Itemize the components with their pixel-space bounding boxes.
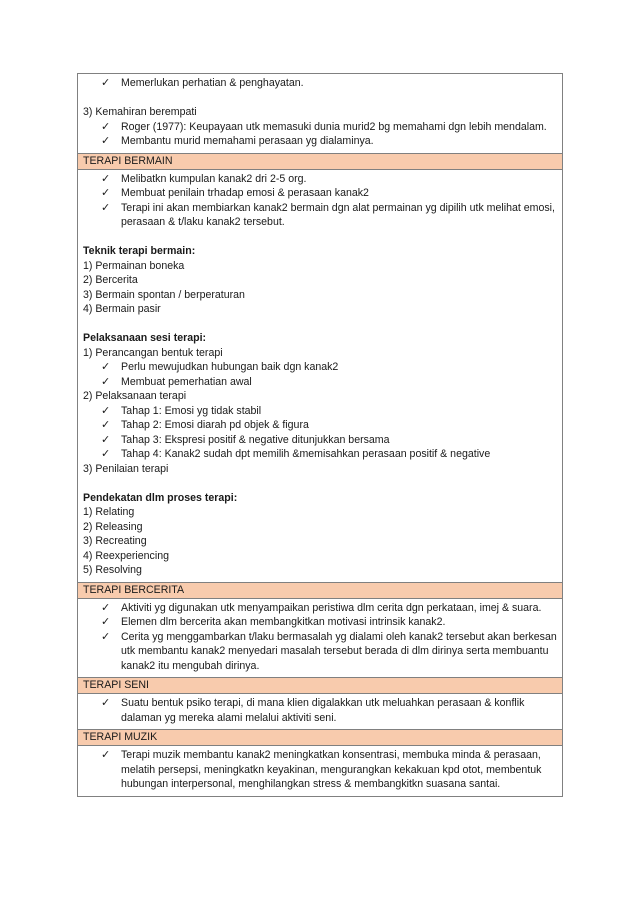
checklist-text: Membuat pemerhatian awal: [121, 375, 252, 388]
text-line: 3) Kemahiran berempati: [83, 106, 197, 118]
checklist-text: Elemen dlm bercerita akan membangkitkan motivasi intrinsik kanak2.: [121, 616, 446, 628]
checklist-item: [83, 748, 558, 792]
section-header: TERAPI MUZIK: [78, 730, 562, 746]
checklist-text: Melibatkn kumpulan kanak2 dri 2-5 org.: [121, 172, 307, 185]
checklist-text: Tahap 4: Kanak2 sudah dpt memilih &memisahkan perasaan positif & negative: [121, 448, 491, 460]
section-body: [78, 746, 562, 796]
checklist-text: Membuat penilain trhadap emosi & perasaan kanak2: [121, 187, 369, 199]
checklist-text: Terapi muzik membantu kanak2 meningkatkan konsentrasi, membuka minda & perasaan, melatih persepsi, meningkatkn keyakinan, mengurangkan kekakuan kpd otot, membentuk hubungan interpersonal, menghilangkan stress & membangkitkn suasana santai.: [121, 749, 542, 790]
section-body: [78, 694, 562, 729]
checklist-item: [83, 630, 558, 674]
section-body: [78, 74, 562, 153]
checkmark-icon: ✓: [101, 419, 111, 431]
checkmark-icon: ✓: [101, 135, 111, 147]
checklist-item: [83, 696, 558, 725]
text-line: 1) Relating: [83, 506, 135, 518]
text-line: 2) Releasing: [83, 520, 143, 533]
checklist-text: Perlu mewujudkan hubungan baik dgn kanak2: [121, 361, 339, 373]
checkmark-icon: ✓: [101, 120, 111, 133]
section-4: [78, 729, 562, 796]
checkmark-icon: ✓: [101, 201, 111, 214]
section-0: [78, 74, 562, 153]
text-line: 1) Perancangan bentuk terapi: [83, 346, 223, 359]
checklist-item: [83, 186, 558, 201]
blank-line: [83, 230, 558, 245]
checklist-item: [83, 172, 558, 187]
section-header: TERAPI BERMAIN: [78, 154, 562, 170]
section-body: [78, 599, 562, 678]
blank-line: [83, 476, 558, 491]
checklist-item: [83, 601, 558, 616]
checkmark-icon: ✓: [101, 616, 111, 628]
text-line: 3) Penilaian terapi: [83, 462, 169, 475]
checklist-item: [83, 76, 558, 91]
text-line: 2) Pelaksanaan terapi: [83, 390, 187, 402]
checklist-item: [83, 134, 558, 149]
section-body: [78, 170, 562, 582]
checklist-item: [83, 447, 558, 462]
subheading: Teknik terapi bermain:: [83, 245, 196, 257]
checkmark-icon: ✓: [101, 361, 111, 373]
checklist-item: [83, 615, 558, 630]
section-header: TERAPI BERCERITA: [78, 583, 562, 599]
checkmark-icon: ✓: [101, 749, 111, 761]
blank-line: [83, 91, 558, 106]
checklist-text: Memerlukan perhatian & penghayatan.: [121, 77, 304, 89]
checkmark-icon: ✓: [101, 404, 111, 417]
section-2: [78, 582, 562, 678]
checklist-text: Tahap 2: Emosi diarah pd objek & figura: [121, 419, 309, 431]
text-line: 4) Reexperiencing: [83, 549, 169, 562]
section-3: [78, 677, 562, 729]
blank-line: [83, 317, 558, 332]
checklist-item: [83, 201, 558, 230]
text-line: 4) Bermain pasir: [83, 303, 161, 315]
checkmark-icon: ✓: [101, 77, 111, 89]
subheading: Pendekatan dlm proses terapi:: [83, 491, 238, 504]
checklist-item: [83, 375, 558, 390]
checklist-item: [83, 120, 558, 135]
checklist-item: [83, 418, 558, 433]
checkmark-icon: ✓: [101, 697, 111, 709]
checkmark-icon: ✓: [101, 448, 111, 460]
text-line: 3) Recreating: [83, 535, 147, 547]
checklist-text: Suatu bentuk psiko terapi, di mana klien digalakkan utk meluahkan perasaan & konflik dalaman yg mereka alami melalui aktiviti seni.: [121, 697, 525, 724]
checklist-text: Terapi ini akan membiarkan kanak2 bermain dgn alat permainan yg dipilih utk melihat emosi, perasaan & t/laku kanak2 tersebut.: [121, 201, 555, 228]
text-line: 3) Bermain spontan / berperaturan: [83, 288, 245, 301]
checkmark-icon: ✓: [101, 187, 111, 199]
checklist-text: Membantu murid memahami perasaan yg dialaminya.: [121, 135, 374, 147]
checklist-text: Tahap 1: Emosi yg tidak stabil: [121, 404, 262, 417]
text-line: 1) Permainan boneka: [83, 259, 185, 272]
checkmark-icon: ✓: [101, 601, 111, 614]
checklist-text: Tahap 3: Ekspresi positif & negative ditunjukkan bersama: [121, 433, 390, 446]
section-1: [78, 153, 562, 582]
checkmark-icon: ✓: [101, 433, 111, 446]
checkmark-icon: ✓: [101, 375, 111, 388]
subheading: Pelaksanaan sesi terapi:: [83, 332, 207, 344]
checkmark-icon: ✓: [101, 630, 111, 643]
checklist-text: Roger (1977): Keupayaan utk memasuki dunia murid2 bg memahami dgn lebih mendalam.: [121, 120, 547, 133]
text-line: 5) Resolving: [83, 564, 142, 576]
checkmark-icon: ✓: [101, 172, 111, 185]
section-header: TERAPI SENI: [78, 678, 562, 694]
checklist-item: [83, 433, 558, 448]
checklist-text: Aktiviti yg digunakan utk menyampaikan peristiwa dlm cerita dgn perkataan, imej & suara.: [121, 601, 542, 614]
text-line: 2) Bercerita: [83, 274, 138, 286]
checklist-text: Cerita yg menggambarkan t/laku bermasalah yg dialami oleh kanak2 tersebut akan berkesan utk membantu kanak2 menyedari masalah tersebut berada di dlm dirinya serta membuantu kanak2 itu mengubah dirinya.: [121, 630, 557, 672]
notes-table: [77, 73, 563, 797]
checklist-item: [83, 404, 558, 419]
checklist-item: [83, 360, 558, 375]
